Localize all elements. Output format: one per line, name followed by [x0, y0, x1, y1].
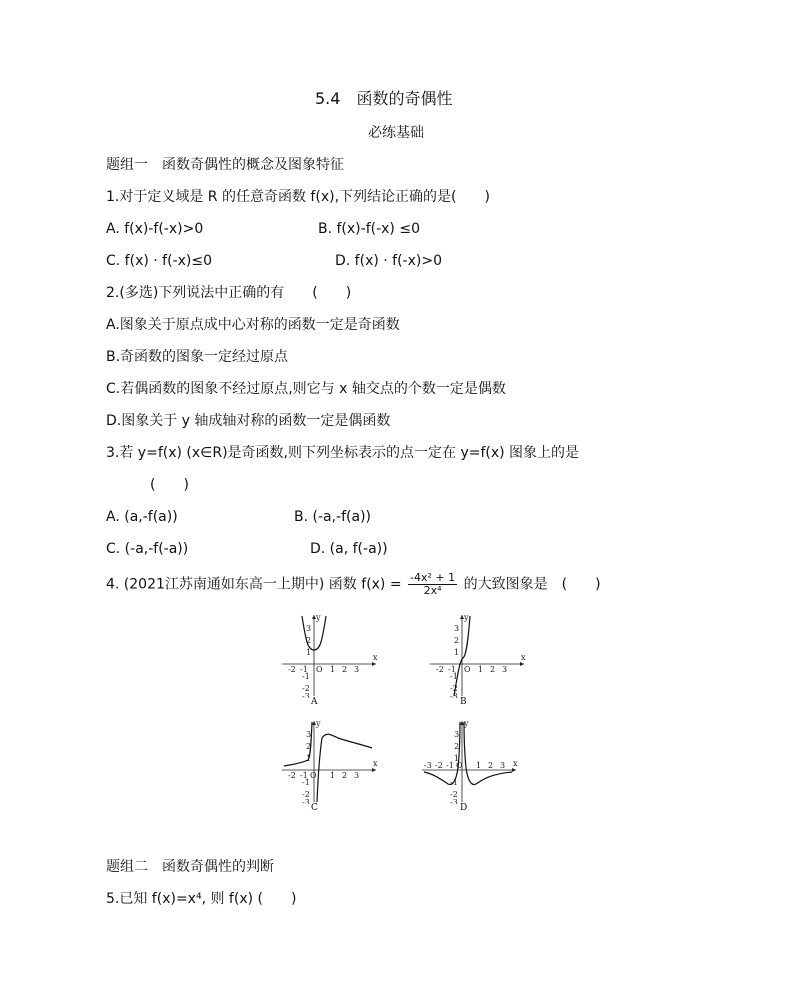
graph-d-xtick: O — [456, 761, 463, 770]
graph-d-ytick: -3 — [450, 798, 458, 804]
graph-d-ytick: 3 — [454, 730, 460, 739]
question-3-option-a: A. (a,-f(a)) — [106, 509, 178, 525]
graph-c-ytick: -2 — [302, 790, 310, 799]
graph-a-xtick: 1 — [330, 665, 336, 674]
graph-a-x-label: x — [373, 653, 378, 662]
graph-b-xtick: -1 — [448, 665, 456, 674]
graph-c-xtick: 2 — [342, 771, 348, 780]
graph-a-caption: A — [311, 697, 318, 707]
graph-c-ytick: -3 — [302, 798, 310, 804]
graph-c-ytick: 1 — [306, 754, 312, 763]
graph-b-caption: B — [460, 697, 467, 707]
graph-b-xtick: -2 — [436, 665, 444, 674]
graph-c-curve-right — [317, 734, 372, 802]
graph-c-caption: C — [311, 803, 318, 813]
question-1-option-c: C. f(x) · f(-x)≤0 — [106, 253, 212, 269]
group-heading-2: 题组二 函数奇偶性的判断 — [106, 859, 274, 875]
question-4-stem-prefix: 4. (2021江苏南通如东高一上期中) 函数 f(x) = — [106, 576, 402, 593]
graph-d-xtick: -1 — [446, 761, 454, 770]
question-3-option-d: D. (a, f(-a)) — [310, 541, 388, 557]
graph-c-ytick: -1 — [302, 778, 310, 787]
graph-d-ytick: 2 — [454, 742, 460, 751]
question-2-option-a: A.图象关于原点成中心对称的函数一定是奇函数 — [106, 317, 400, 333]
graph-a-ytick: -2 — [302, 684, 310, 693]
graph-c-ytick: 3 — [306, 730, 312, 739]
graph-b-ytick: -1 — [450, 672, 458, 681]
graph-a-ytick: -1 — [302, 672, 310, 681]
question-4-fraction — [408, 572, 457, 597]
graph-b-ytick: 3 — [454, 624, 460, 633]
question-1-option-d: D. f(x) · f(-x)>0 — [335, 253, 442, 269]
graph-a-xtick: -1 — [300, 665, 308, 674]
question-3-stem: 3.若 y=f(x) (x∈R)是奇函数,则下列坐标表示的点一定在 y=f(x) 图象上的是 — [106, 445, 580, 461]
graph-d-ytick: 1 — [454, 754, 460, 763]
question-4-stem — [106, 572, 601, 597]
question-1-stem: 1.对于定义域是 R 的任意奇函数 f(x),下列结论正确的是( ) — [106, 189, 490, 205]
graph-c-xtick: 3 — [354, 771, 360, 780]
graph-d-x-label: x — [513, 759, 518, 768]
question-3-answer-paren: ( ) — [150, 477, 189, 493]
graph-b-y-label: y — [464, 613, 469, 622]
graph-b-ytick: -3 — [450, 692, 458, 698]
question-2-stem: 2.(多选)下列说法中正确的有 ( ) — [106, 285, 352, 301]
section-subtitle: 必练基础 — [368, 125, 424, 141]
question-2-option-c: C.若偶函数的图象不经过原点,则它与 x 轴交点的个数一定是偶数 — [106, 381, 506, 397]
graph-d[interactable] — [420, 718, 520, 804]
graph-a-ytick: 3 — [306, 624, 312, 633]
graph-d-curve-right — [464, 722, 512, 784]
graph-b-xtick: O — [464, 665, 471, 674]
graph-d-xtick: -3 — [424, 761, 432, 770]
graph-a-xtick: 2 — [342, 665, 348, 674]
section-title: 5.4 函数的奇偶性 — [315, 89, 453, 108]
graph-a-y-label: y — [316, 613, 321, 622]
graph-a-ytick: 1 — [306, 648, 312, 657]
graph-d-caption: D — [460, 803, 468, 813]
graph-a-ytick: -3 — [302, 692, 310, 698]
graph-d-ytick: -2 — [450, 790, 458, 799]
graph-d-ytick: -1 — [450, 778, 458, 787]
graph-c-xtick: -2 — [288, 771, 296, 780]
question-2-option-d: D.图象关于 y 轴成轴对称的函数一定是偶函数 — [106, 413, 391, 429]
question-4-stem-suffix: 的大致图象是 ( ) — [463, 576, 601, 593]
graph-b-ytick: 2 — [454, 636, 460, 645]
graph-c-xtick: O — [310, 771, 317, 780]
graph-a-xtick: -2 — [288, 665, 296, 674]
graph-d-xtick: 1 — [476, 761, 482, 770]
graph-c-ytick: 2 — [306, 742, 312, 751]
graph-b-x-label: x — [521, 653, 526, 662]
question-4-numerator: -4x² + 1 — [410, 571, 456, 584]
graph-c-xtick: -1 — [300, 771, 308, 780]
question-2-option-b: B.奇函数的图象一定经过原点 — [106, 349, 289, 365]
graph-a-ytick: 2 — [306, 636, 312, 645]
graph-b[interactable] — [428, 612, 528, 698]
graph-d-xtick: 3 — [500, 761, 506, 770]
graph-c-xtick: 1 — [330, 771, 336, 780]
graph-a[interactable] — [280, 612, 380, 698]
graph-b-ytick: 1 — [454, 648, 460, 657]
graph-a-xtick: 3 — [354, 665, 360, 674]
question-1-option-a: A. f(x)-f(-x)>0 — [106, 221, 204, 237]
graph-b-xtick: 2 — [490, 665, 496, 674]
graph-d-xtick: 2 — [488, 761, 494, 770]
question-4-denominator: 2x⁴ — [423, 584, 442, 597]
graph-c[interactable] — [280, 718, 380, 804]
graph-b-xtick: 1 — [478, 665, 484, 674]
graph-d-y-label: y — [464, 719, 469, 728]
question-3-option-b: B. (-a,-f(a)) — [294, 509, 371, 525]
question-1-option-b: B. f(x)-f(-x) ≤0 — [318, 221, 420, 237]
question-5-stem: 5.已知 f(x)=x⁴, 则 f(x) ( ) — [106, 891, 297, 907]
graph-d-xtick: -2 — [435, 761, 443, 770]
graph-c-x-label: x — [373, 759, 378, 768]
graph-c-y-label: y — [316, 719, 321, 728]
group-heading-1: 题组一 函数奇偶性的概念及图象特征 — [106, 157, 344, 173]
question-3-option-c: C. (-a,-f(-a)) — [106, 541, 189, 557]
graph-b-xtick: 3 — [502, 665, 508, 674]
graph-a-xtick: O — [316, 665, 323, 674]
graph-b-ytick: -2 — [450, 684, 458, 693]
